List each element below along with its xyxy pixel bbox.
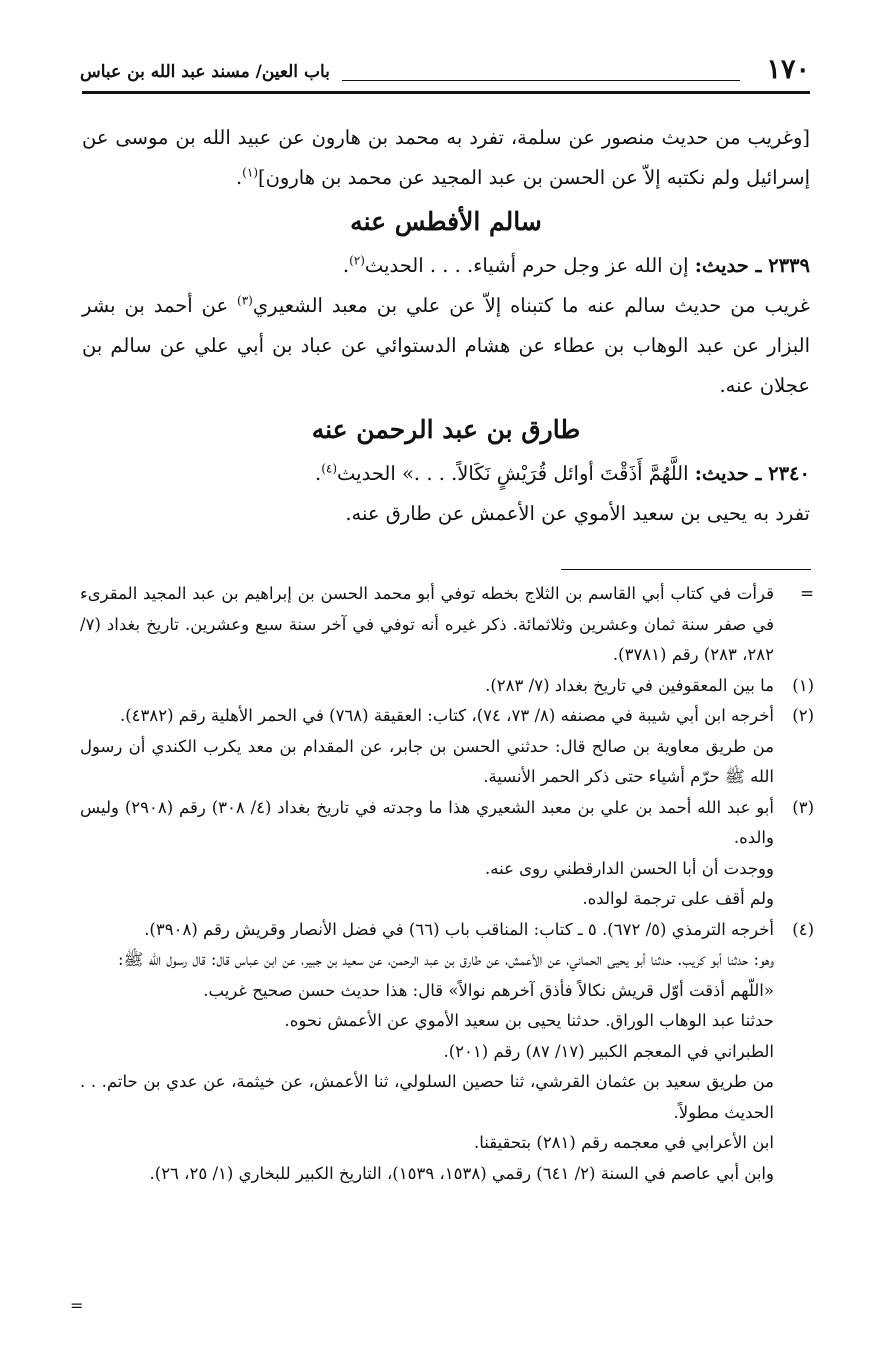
footnote-4: (٤) أخرجه الترمذي (٥/ ٦٧٢). ٥ ـ كتاب: المناقب باب (٦٦) في فضل الأنصار وقريش رقم (٣٩٠٨). <box>144 919 814 939</box>
page-number: ١٧٠ <box>766 54 810 85</box>
section-title-tariq: طارق بن عبد الرحمن عنه <box>311 415 581 444</box>
page-header <box>80 50 810 90</box>
footnote-ref-2: (٢) <box>349 253 365 268</box>
continuation-mark: = <box>800 584 814 603</box>
footnote-1: (١) ما بين المعقوفين في تاريخ بغداد (٧/ ٢٨٣). <box>485 675 814 695</box>
footnote-4-continuation: حدثنا عبد الوهاب الوراق. حدثنا يحيى بن سعيد الأموي عن الأعمش نحوه. <box>284 1011 774 1030</box>
footnote-separator <box>561 569 811 570</box>
hadith-2339: ٢٣٣٩ ـ حديث: إن الله عز وجل حرم أشياء. . . . الحديث$^{(٢)}$. <box>342 253 810 277</box>
footnote-continuation: = قرأت في كتاب أبي القاسم بن الثلاج بخطه توفي أبو محمد الحسن بن إبراهيم بن عبد المجيد المقرىء في صفر سنة ثمان وعشرين وثلاثمائة. ذكر غيره أنه توفي في آخر سنة سبع وعشرين. تاريخ بغداد (٧/ ٢٨٢، ٢٨٣) رقم (٣٧٨١). <box>80 579 814 671</box>
footnote-ref-1: (١) <box>242 165 258 180</box>
header-dash-line <box>342 80 740 81</box>
footnote-4-continuation: الطبراني في المعجم الكبير (١٧/ ٨٧) رقم (٢٠١). <box>443 1041 774 1061</box>
footnote-ref-3: (٣) <box>237 293 253 308</box>
footnote-4-continuation: من طريق سعيد بن عثمان القرشي، ثنا حصين السلولي، ثنا الأعمش، عن خيثمة، عن عدي بن حاتم. . . الحديث مطولاً. <box>80 1072 774 1122</box>
footnote-ref-4: (٤) <box>321 461 338 476</box>
footnote-2-continuation: من طريق معاوية بن صالح قال: حدثني الحسن بن جابر، عن المقدام بن معد يكرب الكندي أن رسول الله ﷺ حرّم أشياء حتى ذكر الحمر الأنسية. <box>80 736 774 786</box>
section-title-salim: سالم الأفطس عنه <box>350 207 542 236</box>
footnote-4-continuation: وهو: حدثنا أبو كريب. حدثنا أبو يحيى الحماني، عن الأعمش، عن طارق بن عبد الرحمن، عن سعيد بن جبير، عن ابن عباس قال: قال رسول الله ﷺ: <box>118 950 774 969</box>
footnote-2: (٢) أخرجه ابن أبي شيبة في مصنفه (٨/ ٧٣، ٧٤)، كتاب: العقيقة (٧٦٨) في الحمر الأهلية رقم (٤٣٨٢). <box>119 706 814 725</box>
intro-paragraph: [وغريب من حديث منصور عن سلمة، تفرد به محمد بن هارون عن عبيد الله بن موسى عن إسرائيل ولم نكتبه إلاّ عن الحسن بن عبد المجيد عن محمد بن هارون]$^{(١)}$. <box>82 126 810 189</box>
footnote-3: (٣) أبو عبد الله أحمد بن علي بن معبد الشعيري هذا ما وجدته في تاريخ بغداد (٤/ ٣٠٨) رقم (٢٩٠٨) وليس والده. <box>80 797 814 847</box>
footnote-4-continuation: ابن الأعرابي في معجمه رقم (٢٨١) بتحقيقنا. <box>473 1133 774 1152</box>
footnotes <box>80 579 814 1189</box>
commentary-paragraph: غريب من حديث سالم عنه ما كتبناه إلاّ عن علي بن معبد الشعيري$^{(٣)}$ عن أحمد بن بشر البزار عن عبد الوهاب بن عطاء عن هشام الدستوائي عن عباد بن أبي علي عن سالم بن عجلان عنه. <box>82 293 810 397</box>
footnote-4-continuation: وابن أبي عاصم في السنة (٢/ ٦٤١) رقمي (١٥٣٨، ١٥٣٩)، التاريخ الكبير للبخاري (١/ ٢٥، ٢٦). <box>149 1163 774 1183</box>
continuation-mark-bottom: = <box>70 1296 84 1315</box>
hadith-number: ٢٣٣٩ ـ حديث: <box>694 254 810 277</box>
main-text <box>82 118 810 534</box>
footnote-3-continuation: ووجدت أن أبا الحسن الدارقطني روى عنه. <box>485 858 774 878</box>
header-rule <box>82 91 810 94</box>
closing-paragraph: تفرد به يحيى بن سعيد الأموي عن الأعمش عن طارق عنه. <box>345 502 810 525</box>
footnote-3-continuation: ولم أقف على ترجمة لوالده. <box>582 889 774 908</box>
footnote-4-continuation: «اللّهم أذقت أوّل قريش نكالاً فأذق آخرهم نوالاً» قال: هذا حديث حسن صحيح غريب. <box>203 980 774 1000</box>
hadith-2340: ٢٣٤٠ ـ حديث: اللَّهُمَّ أَذَقْتَ أوائل قُرَيْشٍ نَكَالاً. . . .» الحديث$^{(٤)}$. <box>315 461 810 485</box>
hadith-number: ٢٣٤٠ ـ حديث: <box>694 462 810 485</box>
running-title: باب العين/ مسند عبد الله بن عباس <box>80 62 330 82</box>
